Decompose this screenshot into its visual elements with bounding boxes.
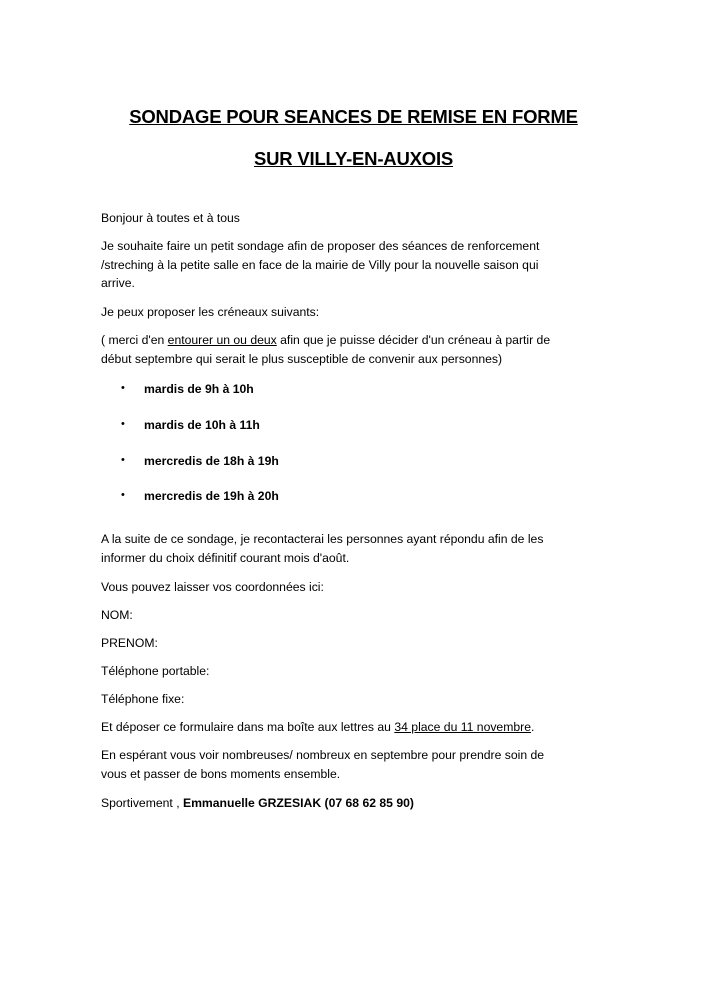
instruction-line-2: début septembre qui serait le plus susceptible de convenir aux personnes): [101, 351, 503, 366]
field-landline-phone: Téléphone fixe:: [101, 692, 185, 706]
intro-paragraph: [101, 237, 601, 293]
followup-line-2: informer du choix définitif courant mois d'août.: [101, 550, 350, 565]
signature-line: [101, 794, 601, 813]
followup-paragraph: [101, 530, 601, 567]
deposit-line: [101, 718, 601, 737]
bullet-icon: •: [121, 454, 125, 466]
field-mobile-phone: Téléphone portable:: [101, 664, 210, 678]
intro-line-2: /streching à la petite salle en face de la mairie de Villy pour la nouvelle saison qui: [101, 257, 539, 272]
signature-name: Emmanuelle GRZESIAK (07 68 62 85 90): [182, 796, 414, 810]
closing-line-2: vous et passer de bons moments ensemble.: [101, 766, 341, 781]
slots-intro: Je peux proposer les créneaux suivants:: [101, 305, 320, 319]
instruction-pre: ( merci d'en: [101, 333, 168, 347]
slot-item-2: mardis de 10h à 11h: [144, 418, 260, 432]
closing-paragraph: [101, 746, 601, 783]
intro-line-3: arrive.: [101, 276, 135, 291]
instruction-post: afin que je puisse décider d'un créneau à partir de: [276, 333, 551, 347]
document-title-line-1: SONDAGE POUR SEANCES DE REMISE EN FORME: [129, 106, 578, 127]
signature-pre: Sportivement ,: [101, 796, 183, 810]
bullet-icon: •: [121, 382, 125, 394]
deposit-post: .: [530, 720, 535, 734]
slot-item-3: mercredis de 18h à 19h: [144, 454, 279, 468]
field-prenom: PRENOM:: [101, 636, 158, 650]
bullet-icon: •: [121, 418, 125, 430]
slot-item-4: mercredis de 19h à 20h: [144, 489, 279, 503]
instruction-line-1: [101, 331, 601, 350]
instruction-underlined: entourer un ou deux: [167, 333, 277, 347]
instruction-paragraph: [101, 331, 601, 368]
slot-item-1: mardis de 9h à 10h: [144, 382, 254, 396]
intro-line-1: Je souhaite faire un petit sondage afin de proposer des séances de renforcement: [101, 239, 540, 253]
field-nom: NOM:: [101, 608, 133, 622]
followup-line-1: A la suite de ce sondage, je recontacterai les personnes ayant répondu afin de les: [101, 532, 544, 546]
closing-line-1: En espérant vous voir nombreuses/ nombreux en septembre pour prendre soin de: [101, 748, 545, 762]
bullet-icon: •: [121, 489, 125, 501]
deposit-pre: Et déposer ce formulaire dans ma boîte aux lettres au: [101, 720, 395, 734]
document-title-line-2: SUR VILLY-EN-AUXOIS: [253, 148, 454, 169]
deposit-address: 34 place du 11 novembre: [394, 720, 531, 734]
contact-intro: Vous pouvez laisser vos coordonnées ici:: [101, 580, 324, 594]
greeting: Bonjour à toutes et à tous: [101, 211, 240, 225]
